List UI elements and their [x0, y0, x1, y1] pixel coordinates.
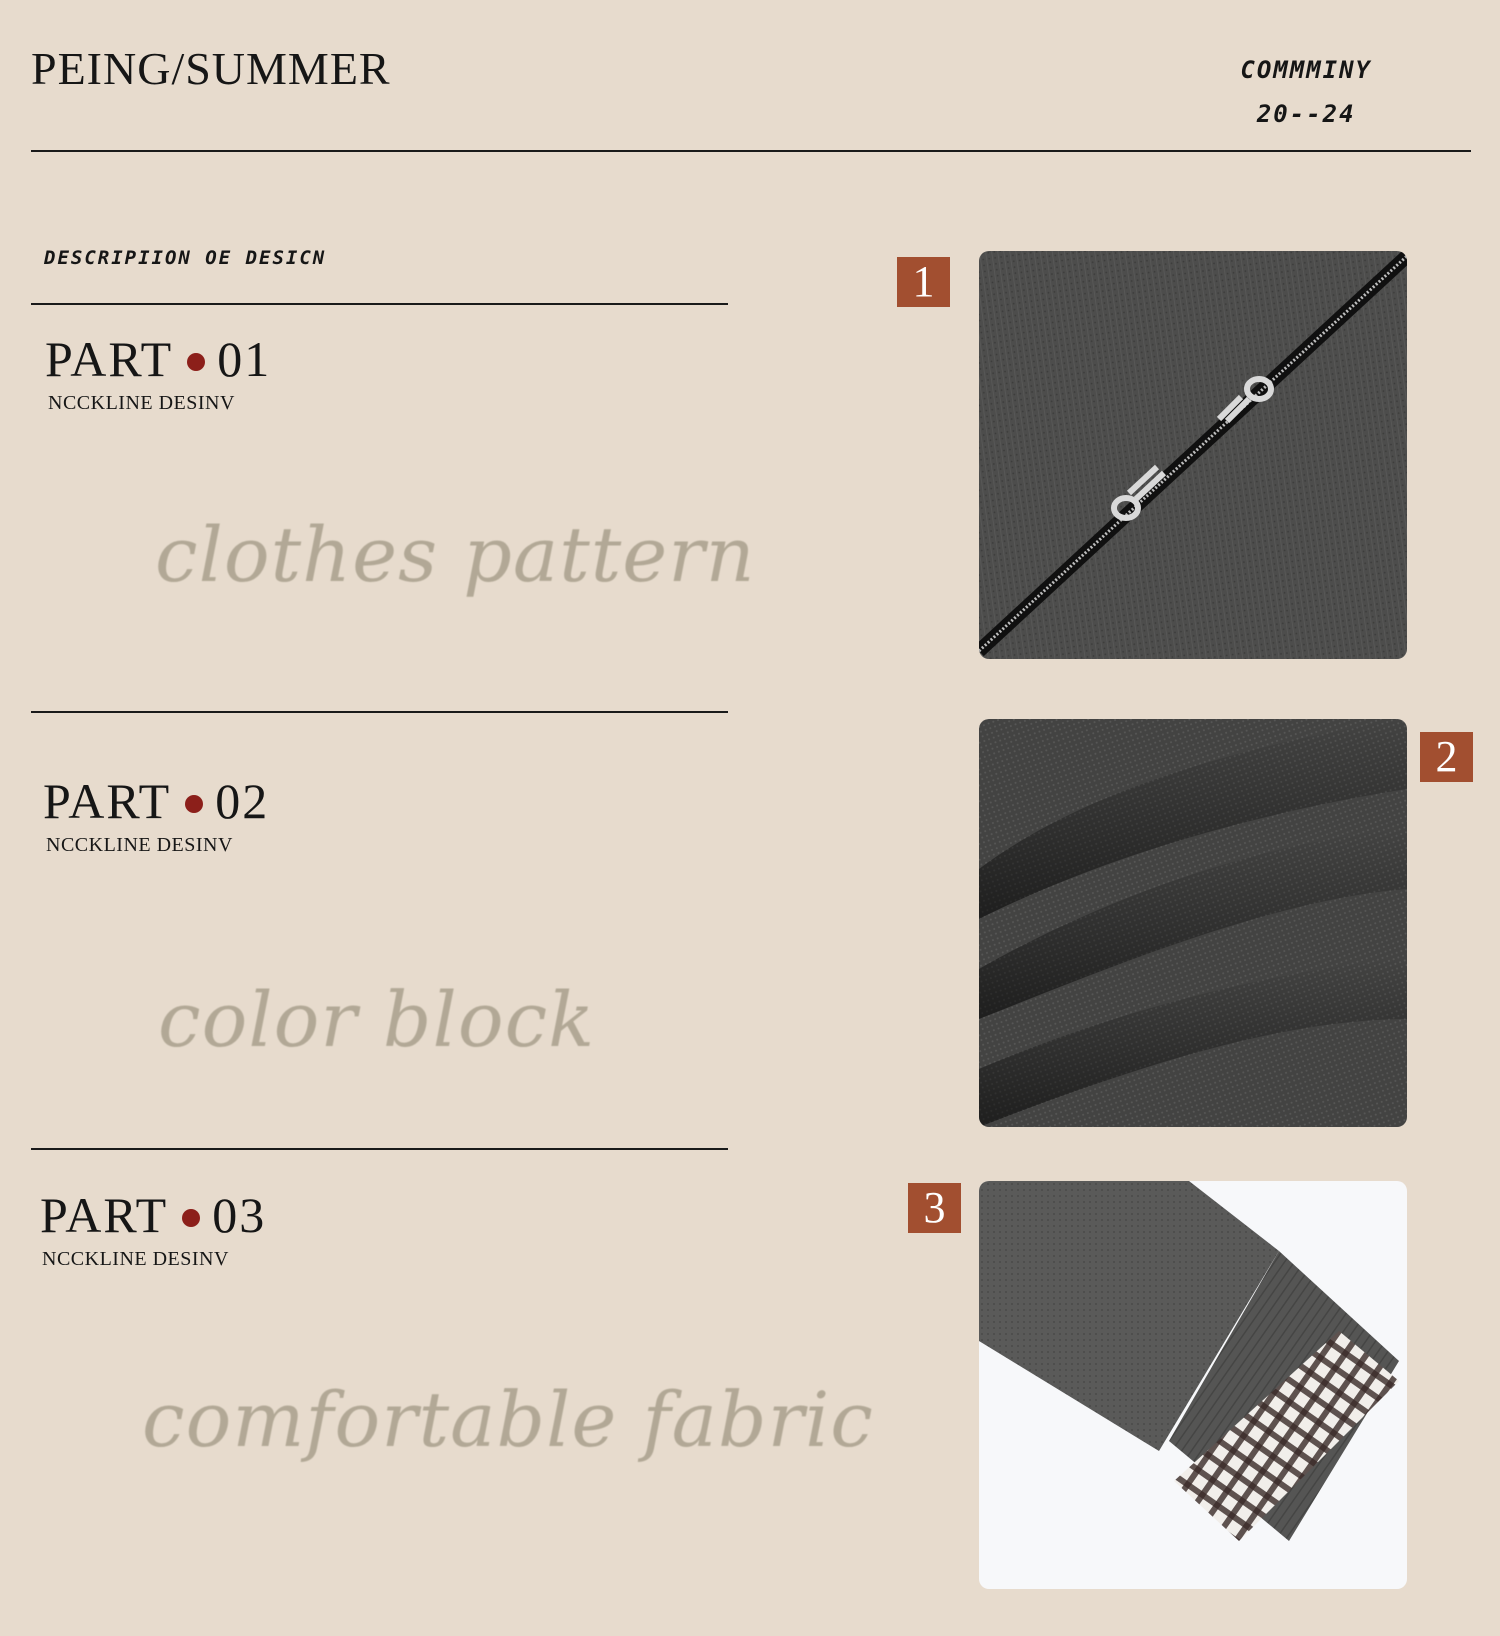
part-01-title: [45, 330, 271, 388]
part-03-title: [40, 1186, 266, 1244]
red-dot-icon: [187, 353, 205, 371]
part-label: PART: [43, 773, 172, 829]
knit-fabric-folds-photo: [979, 719, 1407, 1127]
brand-meta-line2: 20--24: [1256, 100, 1356, 128]
badge-2: 2: [1420, 732, 1473, 782]
part-number: 03: [212, 1187, 267, 1243]
red-dot-icon: [182, 1209, 200, 1227]
brand-meta-line1: COMMMINY: [1240, 56, 1372, 84]
part-02-title: [43, 772, 269, 830]
section-title: DESCRIPIION OE DESICN: [44, 247, 327, 269]
plaid-cuff-sleeve-photo: [979, 1181, 1407, 1589]
part-02-subtitle: NCCKLINE DESINV: [46, 834, 233, 856]
brand-title: PEING/SUMMER: [31, 43, 391, 94]
knit-folds-image: [979, 719, 1407, 1127]
badge-1: 1: [897, 257, 950, 307]
part-01-subtitle: NCCKLINE DESINV: [48, 392, 235, 414]
red-dot-icon: [185, 795, 203, 813]
section-divider-2: [31, 711, 728, 713]
badge-3: 3: [908, 1183, 961, 1233]
part-01-script-text: clothes pattern: [155, 510, 756, 599]
section-divider-1: [31, 303, 728, 305]
part-number: 01: [217, 331, 272, 387]
section-divider-3: [31, 1148, 728, 1150]
part-02-script-text: color block: [158, 975, 596, 1064]
zipper-knit-photo: [979, 251, 1407, 659]
part-03-subtitle: NCCKLINE DESINV: [42, 1248, 229, 1270]
zipper-knit-image: [979, 251, 1407, 659]
plaid-cuff-image: [979, 1181, 1407, 1589]
part-number: 02: [215, 773, 270, 829]
brand-meta: [1240, 48, 1372, 136]
part-03-script-text: comfortable fabric: [142, 1375, 874, 1464]
part-label: PART: [45, 331, 174, 387]
header-divider: [31, 150, 1471, 152]
part-label: PART: [40, 1187, 169, 1243]
